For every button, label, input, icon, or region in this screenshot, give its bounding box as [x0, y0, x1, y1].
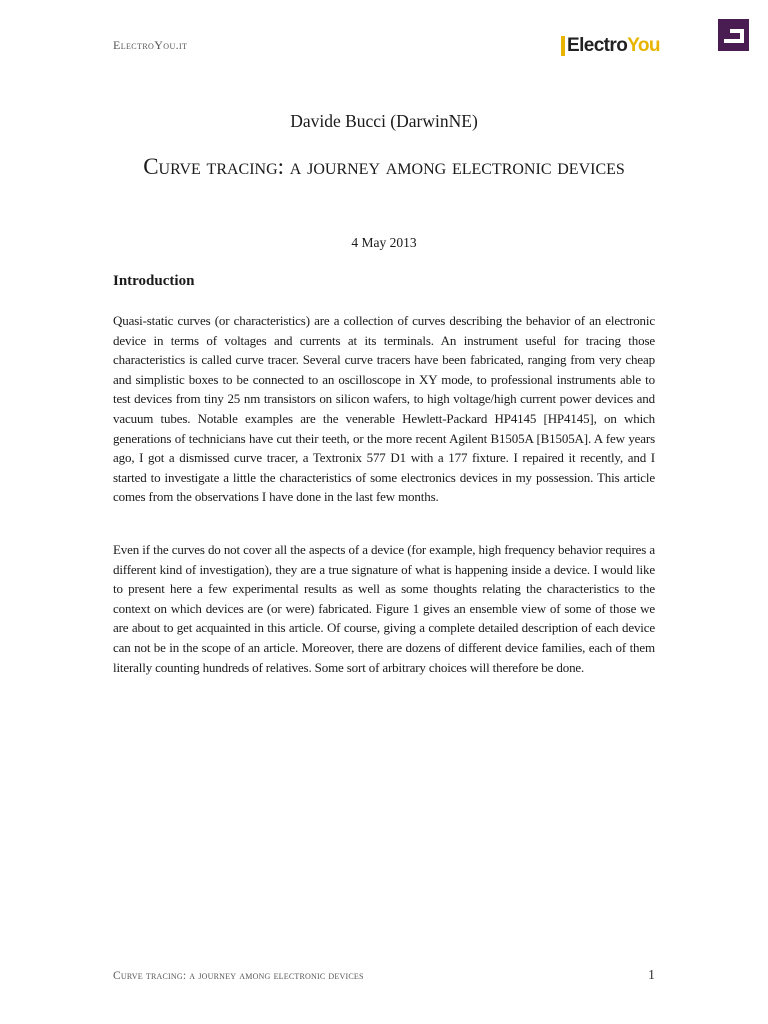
logo-text-you: You — [627, 35, 660, 56]
author-name: Davide Bucci (DarwinNE) — [290, 111, 478, 131]
electroyou-logo — [561, 33, 660, 59]
document-title: Curve tracing: a journey among electronic devices — [143, 154, 625, 179]
footer-running-title: Curve tracing: a journey among electronic devices — [113, 970, 364, 982]
logo-bar-icon — [561, 36, 565, 56]
corner-bookmark-icon — [718, 19, 749, 51]
document-date: 4 May 2013 — [351, 235, 417, 250]
paragraph: Quasi-static curves (or characteristics) are a collection of curves describing the behavior of an electronic device in terms of voltages and currents at its terminals. An instrument useful for tracing those characteristics is called curve tracer. Several curve tracers have been fabricated, ranging from very cheap and simplistic boxes to be connected to an oscilloscope in XY mode, to professional instruments able to test devices from tiny 25 nm transistors on silicon wafers, to high voltage/high current power devices and vacuum tubes. Notable examples are the venerable Hewlett-Packard HP4145 [HP4145], on which generations of technicians have cut their teeth, or the more recent Agilent B1505A [B1505A]. A few years ago, I got a dismissed curve tracer, a Textronix 577 D1 with a 177 fixture. I repaired it recently, and I started to investigate a little the characteristics of some electronics devices in my possession. This article comes from the observations I have done in the last few months. — [113, 313, 655, 505]
section-heading-introduction: Introduction — [113, 273, 195, 289]
header-site-name: ElectroYou.it — [113, 38, 188, 52]
logo-text-electro: Electro — [567, 35, 628, 56]
paragraph: Even if the curves do not cover all the aspects of a device (for example, high frequency behavior requires a different kind of investigation), they are a true signature of what is happening inside a device. I would like to present here a few experimental results as well as some thoughts relating the characteristics to the context on which devices are (or were) fabricated. Figure 1 gives an ensemble view of some of those we are about to get acquainted in this article. Of course, giving a complete detailed description of each device can not be in the scope of an article. Moreover, there are dozens of different device families, each of them literally counting hundreds of relatives. Some sort of arbitrary choices will therefore be done. — [113, 542, 655, 675]
page-number: 1 — [648, 968, 655, 983]
